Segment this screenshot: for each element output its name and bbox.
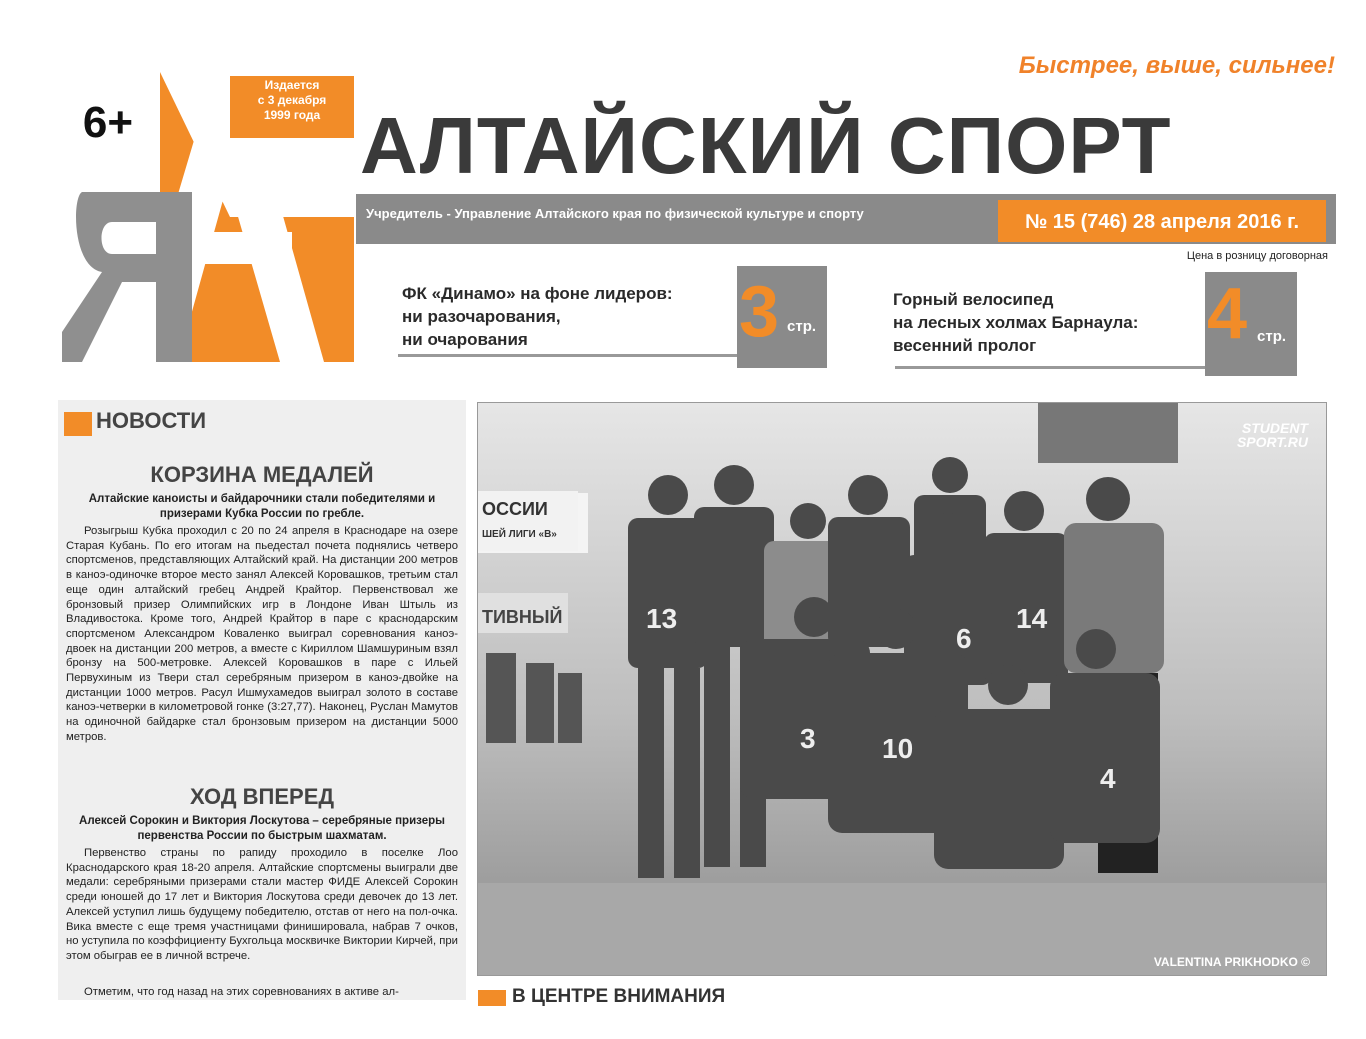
section-heading: НОВОСТИ [96,408,207,433]
article-title: ХОД ВПЕРЕД [189,784,335,809]
section-marker [478,990,506,1006]
teaser-line: ФК «Динамо» на фоне лидеров: [402,284,673,303]
jersey-number: 10 [882,733,914,764]
slogan: Быстрее, выше, сильнее! [1018,52,1335,79]
banner-subtext: ШЕЙ ЛИГИ «В» [482,529,557,540]
founded-line: Издается [264,78,320,92]
teaser-line: Горный велосипед [893,290,1054,309]
founded-line: 1999 года [263,108,321,122]
article-lead: Алексей Сорокин и Виктория Лоскутова – серебряные призеры первенства России по быстрым шахматам. [79,815,445,842]
section-marker [64,412,92,436]
page-number: 3 [739,272,780,352]
photo-brand-line: SPORT.RU [1236,434,1308,450]
jersey-number: 3 [800,723,816,754]
article-body: Розыгрыш Кубка проходил с 20 по 24 апреля в Краснодаре на озере Старая Кубань. По его итогам на пьедестал почета поднялись четверо спортсменов, представляющих Алтайский край. На дистанции 200 метров в каноэ-одиночке второе место занял Алексей Коровашков, третьим стал еще один алтайский гребец Андрей Крайтор. Первенствовал же бронзовый призер Олимпийских игр в Лондоне Иван Штыль из Владивостока. Кроме того, Андрей Крайтор в паре с краснодарским спортсменом Александром Коваленко выиграл соревнования каноэ-двоек на дистанции 200 метров, а вместе с Кириллом Шамшуриным взял бронзу на 500-метровке. Алексей Коровашков в паре с Ильей Первухиным из Твери стал серебряным призером в каноэ-двойке на дистанции 1000 метров. Расул Ишмухамедов выиграл золото в составе каноэ-четверки в километровой гонке (3:27,77). Наконец, Руслан Мамутов на одиночной байдарке стал бронзовым призером на дистанции 5000 метров. [66,525,458,743]
founded-line: с 3 декабря [257,93,327,107]
photo-credit: VALENTINA PRIKHODKO © [1153,955,1310,969]
photo-brand-line: STUDENT [1241,420,1308,436]
article-continued: Отметим, что год назад на этих соревнованиях в активе ал- [84,986,399,998]
teaser-2-page-box [1205,272,1297,376]
teaser-1[interactable] [402,282,732,351]
page-label: стр. [787,318,817,335]
teaser-line: ни разочарования, [402,307,561,326]
teaser-2[interactable] [893,288,1213,357]
teaser-line: на лесных холмах Барнаула: [893,313,1139,332]
banner-text: ОССИИ [482,499,548,519]
teaser-1-page-box [737,266,827,368]
jersey-number: 4 [1100,763,1116,794]
photo-brand [1237,421,1308,449]
jersey-number: 13 [646,603,678,634]
wall-text: ТИВНЫЙ [482,607,563,627]
team-photo [477,402,1327,976]
teaser-underline [895,366,1207,369]
article-body: Первенство страны по рапиду проходило в поселке Лоо Краснодарского края 18-20 апреля. Алтайские спортсмены выиграли две медали: серебряными призерами стали мастер ФИДЕ Алексей Сорокин среди юношей до 17 лет и Виктория Лоскутова среди девочек до 13 лет. Алексей уступил лишь будущему победителю, отстав от него на пол-очка. Вика вместе с еще тремя участницами финишировала, набрав 7 очков, но уступила по коэффициенту Бухгольца москвичке Виктории Кирчей, при этом обыграв ее в личной встрече. [66,847,458,962]
age-rating-badge: 6+ [66,88,150,158]
teaser-underline [398,354,738,357]
bottom-section-heading: В ЦЕНТРЕ ВНИМАНИЯ [512,986,726,1007]
jersey-number: 6 [956,623,972,654]
page-number: 4 [1207,274,1248,354]
news-column [58,400,466,1000]
jersey-number: 14 [1016,603,1048,634]
founder-text: Учредитель - Управление Алтайского края по физической культуре и спорту [366,206,864,221]
newspaper-title: АЛТАЙСКИЙ СПОРТ [360,101,1172,190]
article-title: КОРЗИНА МЕДАЛЕЙ [150,462,374,487]
article-lead: Алтайские каноисты и байдарочники стали победителями и призерами Кубка России по гребле. [88,493,436,520]
teaser-line: ни очарования [402,330,528,349]
price-note: Цена в розницу договорная [1186,250,1328,262]
teaser-line: весенний пролог [893,336,1037,355]
founded-note [230,76,354,138]
issue-number: № 15 (746) 28 апреля 2016 г. [998,200,1326,242]
volleyball-team-image [478,403,1326,975]
page-label: стр. [1257,328,1287,345]
